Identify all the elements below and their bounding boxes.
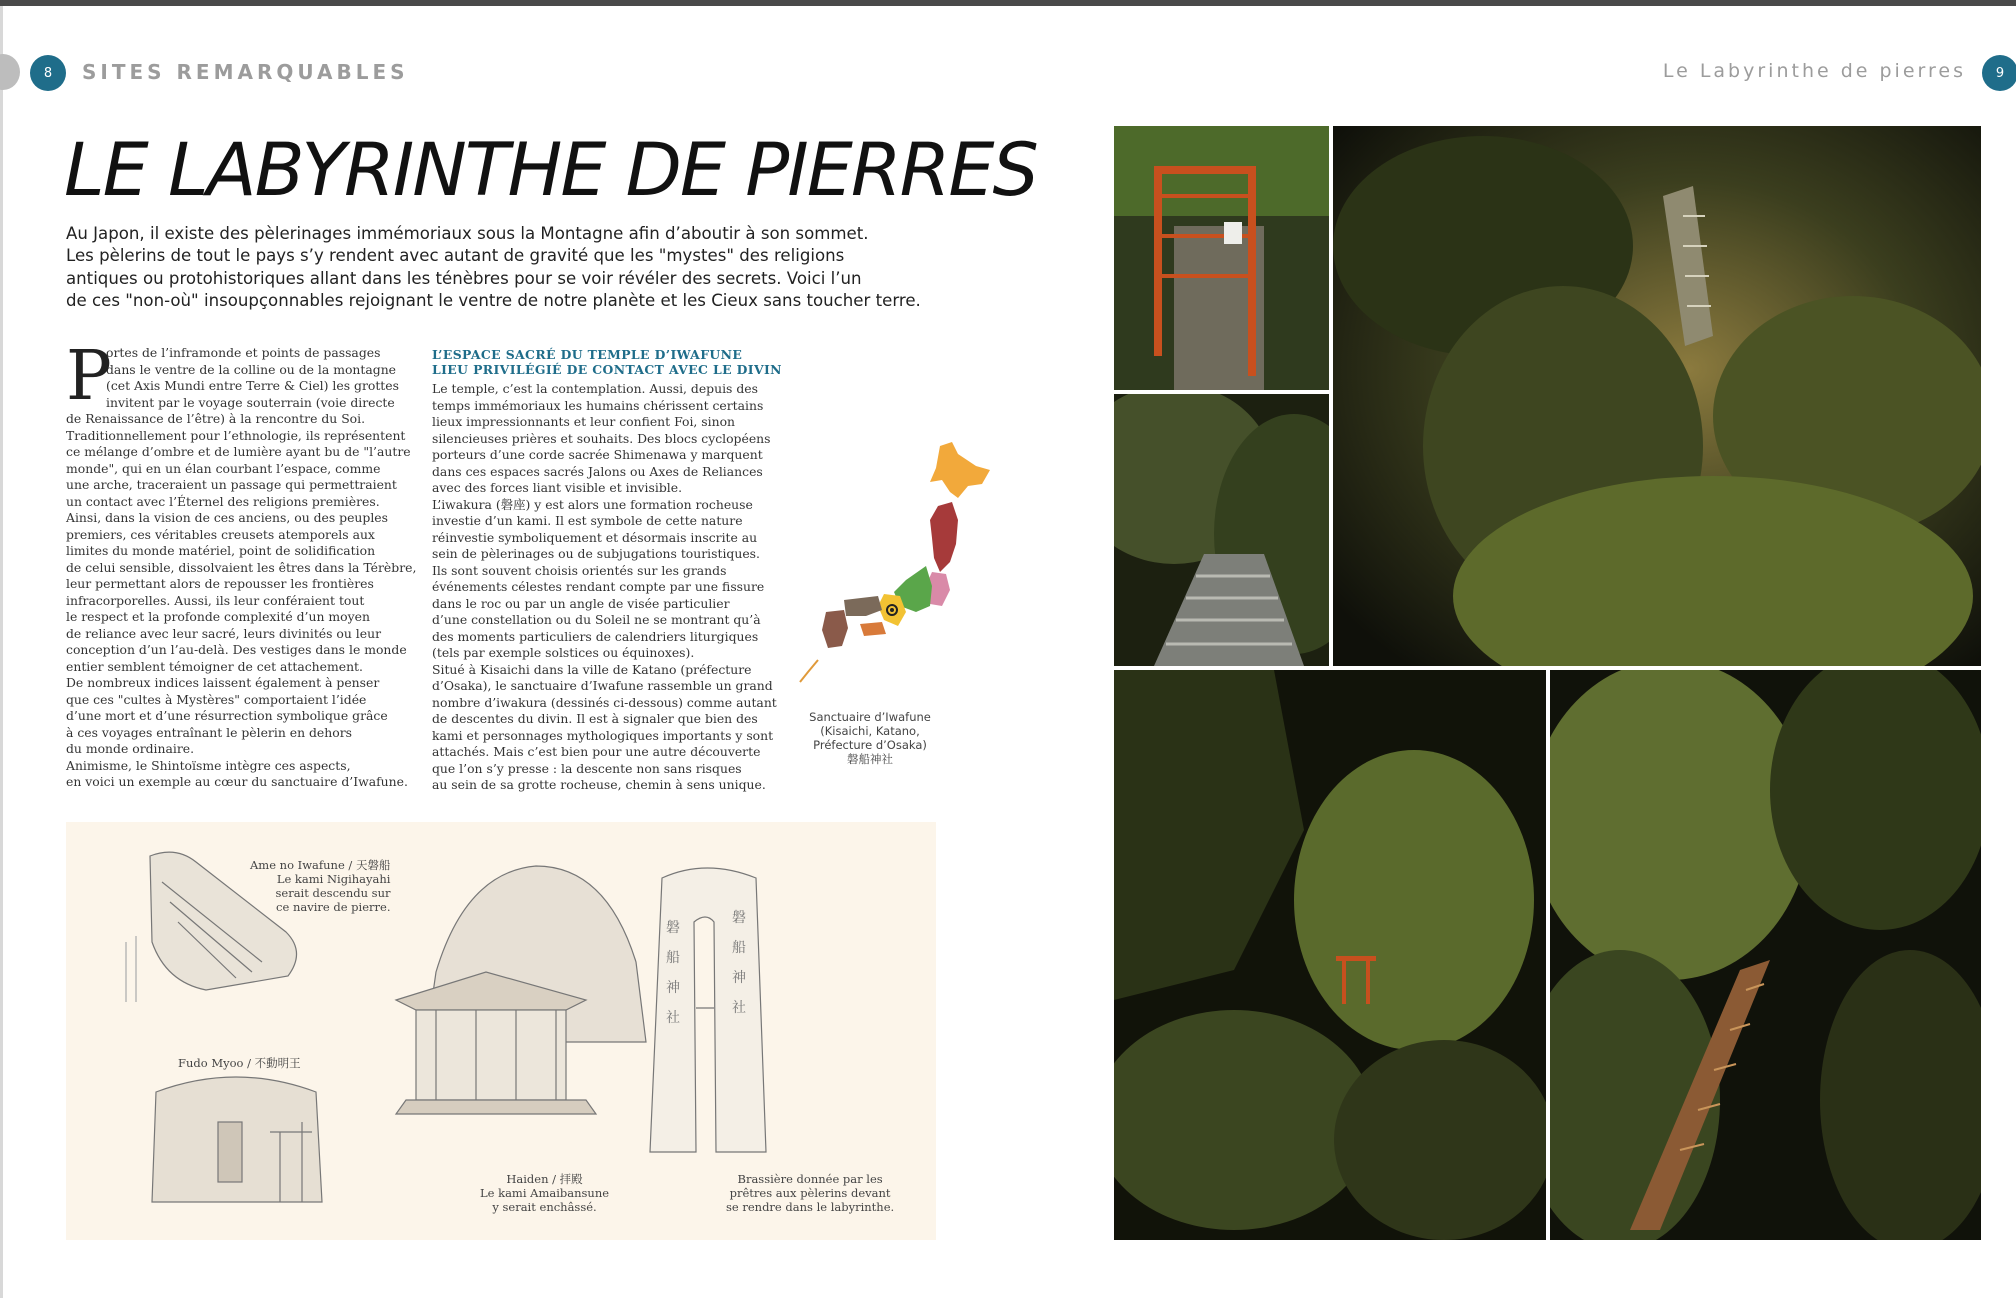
body-text-line: conception d’un l’au-delà. Des vestiges dans le monde <box>66 642 407 657</box>
body-text-line: que l’on s’y presse : la descente non sans risques <box>432 760 742 776</box>
caption-line: Haiden / 拝殿 <box>506 1172 583 1186</box>
body-column-2 <box>432 381 782 794</box>
body-text-line: de Renaissance de l’être) à la rencontre du Soi. <box>66 411 366 426</box>
body-text-line: Animisme, le Shintoïsme intègre ces aspects, <box>66 757 351 773</box>
body-text-line: leur permettant alors de repousser les frontières <box>66 576 374 591</box>
page-number-left: 8 <box>30 55 66 91</box>
body-text-line: avec des forces liant visible et invisible. <box>432 480 683 495</box>
body-text-line: du monde ordinaire. <box>66 741 195 756</box>
brassiere-glyph: 社 <box>732 1000 746 1016</box>
body-text-line: d’une mort et d’une résurrection symbolique grâce <box>66 708 388 723</box>
running-title-right: Le Labyrinthe de pierres <box>1662 60 1966 82</box>
caption-line: Ame no Iwafune / 天磐船 <box>250 858 391 872</box>
chugoku-region <box>844 596 882 616</box>
caption-line: 磐船神社 <box>847 752 893 766</box>
body-text-line: limites du monde matériel, point de solidification <box>66 543 376 558</box>
body-text-line: (cet Axis Mundi entre Terre & Ciel) les grottes <box>106 378 399 393</box>
body-text-line: de descentes du divin. Il est à signaler que bien des <box>432 711 758 726</box>
body-text-line: De nombreux indices laissent également à penser <box>66 675 380 690</box>
photo-metal-stairs <box>1114 394 1329 666</box>
body-text-line: dans le ventre de la colline ou de la montagne <box>106 361 397 377</box>
body-text-line: dans le roc ou par un angle de visée particulier <box>432 595 730 611</box>
caption-line: prêtres aux pèlerins devant <box>729 1186 891 1200</box>
body-text-line: Le temple, c’est la contemplation. Aussi, depuis des <box>432 381 758 396</box>
caption-line: Le kami Amaibansune <box>480 1186 610 1200</box>
body-text-line: temps immémoriaux les humains chérissent certains <box>432 397 764 413</box>
photo-wooden-walkway <box>1550 670 1981 1240</box>
haiden-caption <box>480 1172 609 1214</box>
body-text-line: de celui sensible, dissolvaient les êtres dans la Térèbre, <box>66 559 417 575</box>
body-column-1 <box>66 337 417 791</box>
caption-line: Brassière donnée par les <box>737 1172 883 1186</box>
caption-line: Le kami Nigihayahi <box>276 872 391 886</box>
brassiere-text-right: 磐 <box>732 910 746 926</box>
brassiere-glyph: 社 <box>666 1010 680 1026</box>
brassiere-glyph: 船 <box>732 940 746 956</box>
body-text-line: Traditionnellement pour l’ethnologie, ils représentent <box>66 427 406 443</box>
body-text-line: kami et personnages mythologiques importants y sont <box>432 727 774 743</box>
body-text-line: monde", qui en un élan courbant l’espace, comme <box>66 460 381 476</box>
japan-map <box>790 440 1000 690</box>
left-page-edge <box>0 6 3 1298</box>
page-number-right: 9 <box>1982 55 2016 91</box>
lede-line: de ces "non-où" insoupçonnables rejoignant le ventre de notre planète et les Cieux sans toucher terre. <box>66 290 921 310</box>
body-text-line: en voici un exemple au cœur du sanctuaire d’Iwafune. <box>66 774 408 789</box>
tohoku-region <box>930 502 958 572</box>
body-text-line: que ces "cultes à Mystères" comportaient l’idée <box>66 691 367 707</box>
drop-cap: P <box>66 337 112 416</box>
brassiere-glyph: 神 <box>732 970 746 986</box>
caption-line: Préfecture d’Osaka) <box>813 738 927 752</box>
photo-torii-in-rocks <box>1114 670 1546 1240</box>
brassiere-text-left: 磐 <box>666 920 680 936</box>
kyushu-region <box>822 610 848 648</box>
map-caption <box>800 710 940 766</box>
body-text-line: dans ces espaces sacrés Jalons ou Axes de Reliances <box>432 463 763 479</box>
lede-line: Au Japon, il existe des pèlerinages immémoriaux sous la Montagne afin d’aboutir à son sommet. <box>66 224 869 243</box>
brassiere-glyph: 船 <box>666 950 680 966</box>
ame-caption <box>250 858 390 914</box>
fudo-caption <box>178 1056 301 1070</box>
body-text-line: le respect et la profonde complexité d’un moyen <box>66 609 370 624</box>
shikoku-region <box>860 622 886 636</box>
body-text-line: des moments particuliers de calendriers liturgiques <box>432 628 759 644</box>
body-text-line: premiers, ces véritables creusets atemporels aux <box>66 526 375 542</box>
caption-line: serait descendu sur <box>275 886 391 900</box>
article-title: LE LABYRINTHE DE PIERRES <box>64 128 1037 213</box>
body-text-line: une arche, traceraient un passage qui permettraient <box>66 477 397 492</box>
body-text-line: Situé à Kisaichi dans la ville de Katano (préfecture <box>432 661 752 677</box>
caption-line: (Kisaichi, Katano, <box>820 724 920 738</box>
body-text-line: ce mélange d’ombre et de lumière ayant bu de "l’autre <box>66 444 411 459</box>
sketch-panel <box>66 822 936 1240</box>
body-text-line: invitent par le voyage souterrain (voie directe <box>106 394 395 410</box>
top-edge-bar <box>0 0 2016 6</box>
previous-page-tab[interactable] <box>0 54 20 90</box>
body-text-line: attachés. Mais c’est bien pour une autre découverte <box>432 744 761 759</box>
running-title-left: SITES REMARQUABLES <box>82 60 409 84</box>
article-lede <box>66 223 921 312</box>
body-text-line: à ces voyages entraînant le pèlerin en dehors <box>66 724 352 740</box>
body-text-line: investie d’un kami. Il est symbole de cette nature <box>432 513 743 528</box>
body-text-line: L’iwakura (磐座) y est alors une formation rocheuse <box>432 496 753 512</box>
body-text-line: de reliance avec leur sacré, leurs divinités ou leur <box>66 625 381 641</box>
section-subhead <box>432 348 782 377</box>
subhead-line: LIEU PRIVILÉGIÉ DE CONTACT AVEC LE DIVIN <box>432 361 782 377</box>
body-text-line: nombre d’iwakura (dessinés ci-dessous) comme autant <box>432 694 777 710</box>
body-text-line: (tels par exemple solstices ou équinoxes). <box>432 645 695 660</box>
hokkaido-region <box>930 442 990 498</box>
body-text-line: événements célestes rendant compte par une fissure <box>432 579 765 594</box>
body-text-line: d’une constellation ou du Soleil ne se montrant qu’à <box>432 612 761 627</box>
caption-line: y serait enchâssé. <box>492 1200 597 1214</box>
body-text-line: entier semblent témoigner de cet attachement. <box>66 658 363 674</box>
body-text-line: un contact avec l’Éternel des religions premières. <box>66 493 380 509</box>
body-text-line: d’Osaka), le sanctuaire d’Iwafune rassemble un grand <box>432 678 773 693</box>
body-text-line: infracorporelles. Aussi, ils leur conféraient tout <box>66 592 365 608</box>
brassiere-glyph: 神 <box>666 980 680 996</box>
lede-line: Les pèlerins de tout le pays s’y rendent avec autant de gravité que les "mystes" des religions <box>66 246 845 266</box>
body-text-line: sein de pèlerinages ou de subjugations touristiques. <box>432 546 760 561</box>
body-text-line: réinvestie symboliquement et désormais inscrite au <box>432 529 758 545</box>
body-text-line: lieux impressionnants et leur confient Foi, sinon <box>432 414 736 429</box>
caption-line: Fudo Myoo / 不動明王 <box>178 1056 301 1070</box>
caption-line: se rendre dans le labyrinthe. <box>726 1200 895 1214</box>
photo-shrine-gate <box>1114 126 1329 390</box>
body-text-line: silencieuses prières et souhaits. Des blocs cyclopéens <box>432 430 771 446</box>
photo-cave-boulders <box>1333 126 1981 666</box>
fudo-myoo-sketch <box>152 1077 322 1202</box>
caption-line: Sanctuaire d’Iwafune <box>809 710 931 724</box>
haiden-sketch <box>396 866 646 1114</box>
okinawa-islands <box>800 660 818 682</box>
body-text-line: ortes de l’inframonde et points de passages <box>106 345 381 360</box>
caption-line: ce navire de pierre. <box>276 900 391 914</box>
brassiere-caption <box>726 1172 894 1214</box>
iwafune-marker-dot <box>890 608 894 612</box>
subhead-line: L’ESPACE SACRÉ DU TEMPLE D’IWAFUNE <box>432 347 743 362</box>
body-text-line: au sein de sa grotte rocheuse, chemin à sens unique. <box>432 777 766 792</box>
body-text-line: Ainsi, dans la vision de ces anciens, ou des peuples <box>66 510 388 525</box>
body-text-line: Ils sont souvent choisis orientés sur les grands <box>432 562 727 578</box>
lede-line: antiques ou protohistoriques allant dans les ténèbres pour se voir révéler des secrets. Voici l’un <box>66 268 862 288</box>
body-text-line: porteurs d’une corde sacrée Shimenawa y marquent <box>432 447 763 462</box>
